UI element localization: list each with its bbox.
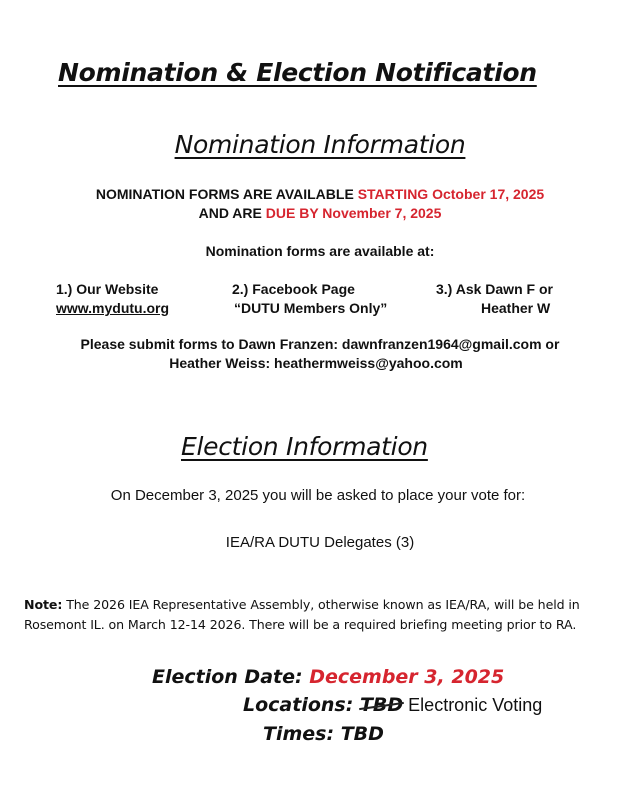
option-label: 2.) Facebook Page bbox=[232, 281, 355, 297]
website-link[interactable]: www.mydutu.org bbox=[56, 300, 170, 316]
document-title: Nomination & Election Notification bbox=[58, 58, 537, 87]
locations-label: Locations: bbox=[243, 694, 360, 716]
option-facebook bbox=[226, 280, 411, 318]
option-detail: “DUTU Members Only” bbox=[234, 300, 388, 316]
nomination-availability-line bbox=[0, 186, 640, 202]
option-label: 1.) Our Website bbox=[56, 281, 159, 297]
nomination-heading: Nomination Information bbox=[174, 130, 466, 159]
nomination-due-line bbox=[0, 205, 640, 221]
locations-value: Electronic Voting bbox=[403, 695, 543, 715]
note-label: Note: bbox=[24, 597, 63, 612]
due-prefix: AND ARE bbox=[198, 205, 266, 221]
start-date-highlight: STARTING October 17, 2025 bbox=[357, 186, 545, 202]
due-date-highlight: DUE BY November 7, 2025 bbox=[265, 205, 442, 221]
election-position: IEA/RA DUTU Delegates (3) bbox=[225, 534, 415, 551]
election-intro: On December 3, 2025 you will be asked to place your vote for: bbox=[110, 487, 526, 504]
available-at-label: Nomination forms are available at: bbox=[205, 243, 435, 259]
election-date-value: December 3, 2025 bbox=[309, 666, 505, 688]
election-date-label: Election Date: bbox=[152, 666, 310, 688]
times-label: Times: bbox=[263, 723, 341, 745]
submit-line-2: Heather Weiss: heathermweiss@yahoo.com bbox=[169, 355, 463, 371]
times-line bbox=[263, 723, 384, 745]
option-ask bbox=[436, 280, 553, 318]
note-line-2: Rosemont IL. on March 12-14 2026. There will be a required briefing meeting prior to RA. bbox=[24, 617, 577, 632]
election-heading: Election Information bbox=[181, 432, 428, 461]
submit-line-1: Please submit forms to Dawn Franzen: dawnfranzen1964@gmail.com or bbox=[80, 336, 560, 352]
option-label: 3.) Ask Dawn F or bbox=[436, 281, 553, 297]
availability-prefix: NOMINATION FORMS ARE AVAILABLE bbox=[95, 186, 358, 202]
option-detail: Heather W bbox=[481, 300, 551, 316]
note-line-1: The 2026 IEA Representative Assembly, otherwise known as IEA/RA, will be held in bbox=[62, 597, 580, 612]
election-note bbox=[24, 595, 634, 635]
option-website bbox=[56, 280, 169, 318]
election-date-line bbox=[152, 666, 504, 688]
times-value: TBD bbox=[340, 723, 384, 745]
locations-struck-value: TBD bbox=[359, 694, 404, 716]
locations-line bbox=[243, 694, 542, 716]
